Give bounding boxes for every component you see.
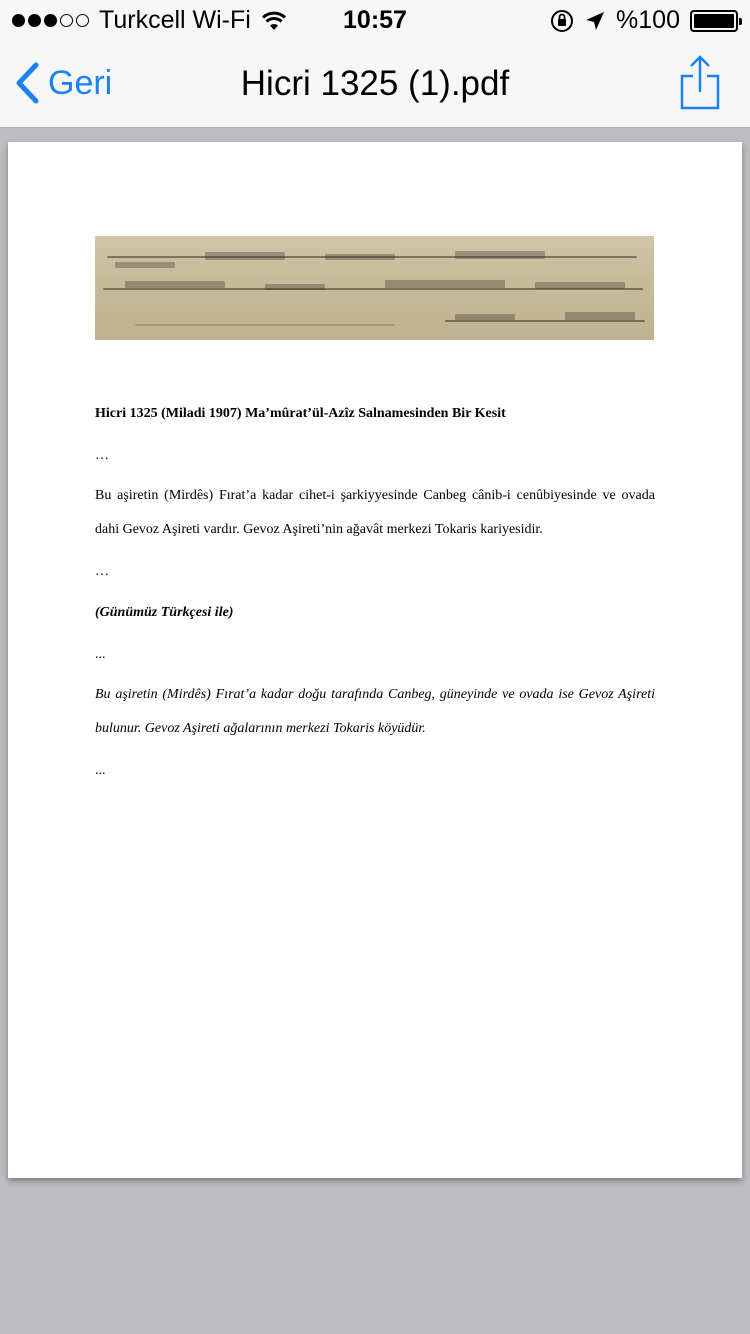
carrier-name: Turkcell Wi-Fi: [99, 6, 251, 34]
battery-percent: %100: [616, 6, 680, 34]
battery-level: [694, 14, 734, 28]
back-button[interactable]: [14, 62, 112, 104]
orientation-lock-icon: [550, 9, 574, 33]
ellipsis: …: [95, 448, 109, 463]
pdf-page: [8, 142, 742, 1178]
status-bar: [0, 0, 750, 40]
ellipsis: ...: [95, 763, 106, 778]
navigation-bar: [0, 40, 750, 128]
document-heading: Hicri 1325 (Miladi 1907) Ma’mûrat’ül-Azîz Salnamesinden Bir Kesit: [95, 406, 506, 421]
location-arrow-icon: [584, 10, 606, 32]
battery-icon: [690, 10, 738, 32]
paragraph-modern: Bu aşiretin (Mirdês) Fırat’a kadar doğu tarafında Canbeg, güneyinde ve ovada ise Gevoz Aşireti bulunur. Gevoz Aşireti ağalarının merkezi Tokaris köyüdür.: [95, 687, 655, 736]
ellipsis: …: [95, 564, 109, 579]
subheading-modern-turkish: (Günümüz Türkçesi ile): [95, 605, 234, 620]
share-icon[interactable]: [678, 54, 722, 110]
status-time: 10:57: [343, 6, 407, 34]
paragraph-original: Bu aşiretin (Mirdês) Fırat’a kadar cihet-i şarkiyyesinde Canbeg cânib-i cenûbiyesinde ve ovada dahi Gevoz Aşireti vardır. Gevoz Aşireti’nin ağavât merkezi Tokaris kariyesidir.: [95, 488, 655, 537]
back-button-label: Geri: [48, 63, 113, 102]
ottoman-script-scan-image: [95, 236, 654, 340]
chevron-left-icon: [14, 62, 40, 104]
ellipsis: ...: [95, 647, 106, 662]
page-title: Hicri 1325 (1).pdf: [240, 64, 510, 103]
status-right: [550, 6, 738, 35]
